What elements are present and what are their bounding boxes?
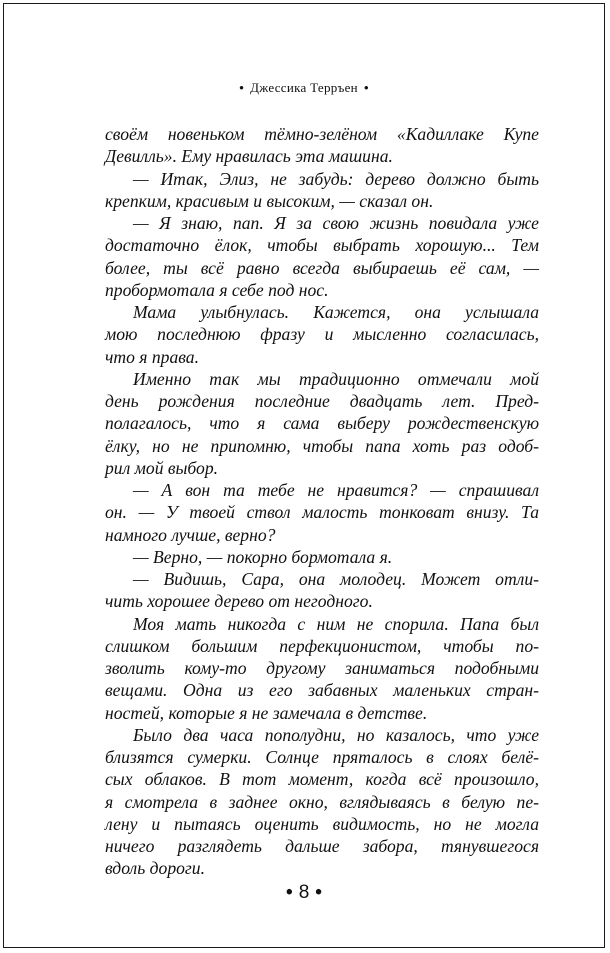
text-line: достаточно ёлок, чтобы выбрать хорошую... Тем (105, 235, 539, 256)
text-line: вдоль дороги. (105, 858, 205, 879)
header-title: Джессика Терръен (250, 80, 358, 95)
text-line: рил мой выбор. (105, 457, 219, 478)
text-line: зволить кому-то другому заниматься подобными (105, 658, 539, 678)
footer-dot-right: • (315, 882, 322, 903)
text-line: пробормотала я себе под нос. (105, 279, 329, 300)
text-line: близятся сумерки. Солнце пряталось в слоях белё- (105, 747, 539, 767)
text-line: своём новеньком тёмно-зелёном «Кадиллаке Купе (105, 124, 539, 144)
text-line: сых облаков. В тот момент, когда всё произошло, (105, 769, 539, 790)
page-number: 8 (298, 882, 310, 903)
text-line: день рождения последние двадцать лет. Пред- (105, 391, 539, 411)
text-line: полагалось, что я сама выберу рождественскую (105, 413, 539, 434)
text-line: крепким, красивым и высоким, — сказал он. (105, 190, 434, 211)
text-line: мою последнюю фразу и мысленно согласилась, (105, 324, 539, 345)
text-line: ностей, которые я не замечала в детстве. (105, 702, 428, 723)
text-line: Именно так мы традиционно отмечали мой (133, 368, 539, 389)
text-line: — Видишь, Сара, она молодец. Может отли- (133, 569, 539, 589)
book-page (3, 3, 605, 948)
text-line: — Я знаю, пап. Я за свою жизнь повидала уже (133, 213, 539, 233)
text-line: что я права. (105, 346, 199, 367)
text-line: вещами. Одна из его забавных маленьких стран- (105, 680, 539, 701)
page-body-text (105, 123, 539, 880)
text-line: намного лучше, верно? (105, 524, 276, 545)
header-dot-right: • (363, 80, 369, 95)
text-line: слишком большим перфекционистом, чтобы по- (105, 635, 539, 656)
header-dot-left: • (239, 80, 245, 95)
text-line: он. — У твоей ствол малость тонковат внизу. Та (105, 502, 539, 523)
text-line: более, ты всё равно всегда выбираешь её сам, — (105, 257, 539, 278)
text-line: Девилль». Ему нравилась эта машина. (105, 146, 393, 167)
text-line: — Верно, — покорно бормотала я. (133, 546, 393, 567)
text-line: — Итак, Элиз, не забудь: дерево должно быть (133, 168, 539, 189)
text-line: Мама улыбнулась. Кажется, она услышала (133, 302, 539, 322)
text-line: Моя мать никогда с ним не спорила. Папа был (133, 613, 539, 634)
running-header (4, 80, 604, 96)
text-line: ёлку, но не припомню, чтобы папа хоть раз одоб- (105, 435, 539, 456)
text-line: — А вон та тебе не нравится? — спрашивал (133, 480, 539, 500)
footer-dot-left: • (286, 882, 293, 903)
text-line: Было два часа пополудни, но казалось, что уже (133, 724, 539, 745)
text-line: ничего разглядеть дальше забора, тянувшегося (105, 836, 539, 856)
text-line: лену и пытаясь оценить видимость, но не могла (105, 813, 539, 834)
text-line: я смотрела в заднее окно, вглядываясь в белую пе- (105, 791, 539, 812)
text-line: чить хорошее дерево от негодного. (105, 591, 373, 612)
page-footer (4, 882, 604, 904)
